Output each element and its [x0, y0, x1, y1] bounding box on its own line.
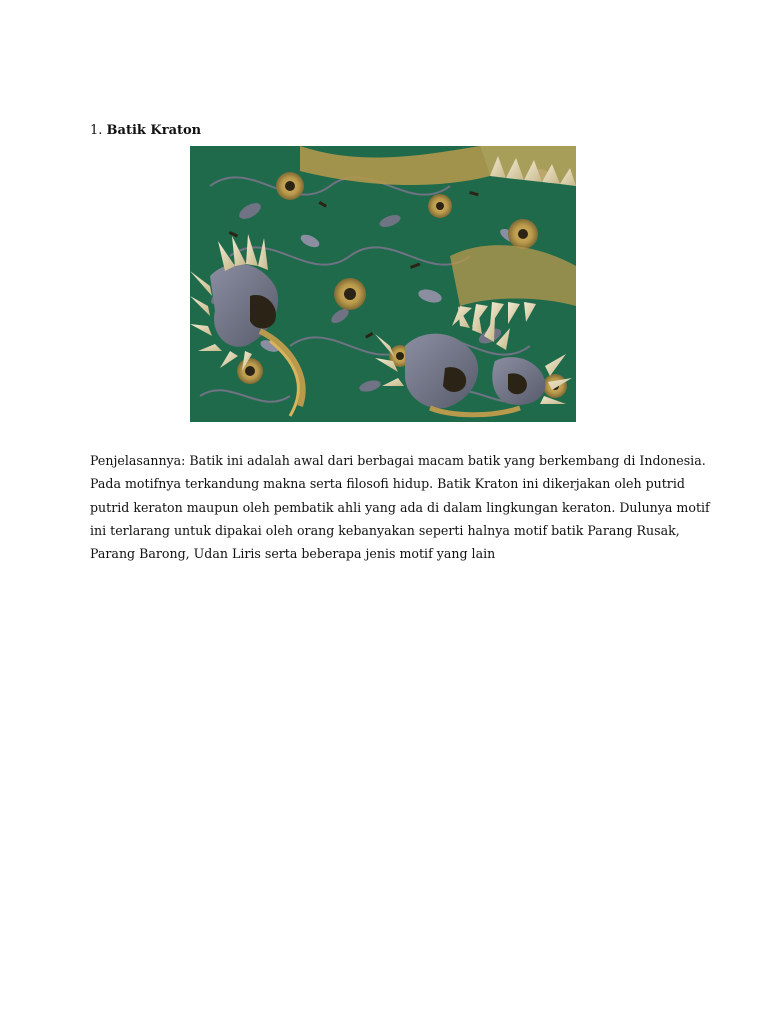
batik-kraton-image: [190, 146, 576, 422]
paragraph-line: Penjelasannya: Batik ini adalah awal dari berbagai macam batik yang berkembang di Indonesia.: [90, 453, 706, 468]
description-paragraph: [90, 449, 710, 565]
batik-pattern-illustration: [190, 146, 576, 422]
section-title: Batik Kraton: [106, 123, 202, 138]
section-number: 1.: [90, 123, 103, 138]
paragraph-line: ini terlarang untuk dipakai oleh orang kebanyakan seperti halnya motif batik Parang Rusak,: [90, 522, 680, 538]
paragraph-line: Pada motifnya terkandung makna serta filosofi hidup. Batik Kraton ini dikerjakan oleh putrid: [90, 476, 685, 492]
paragraph-line: Parang Barong, Udan Liris serta beberapa jenis motif yang lain: [90, 546, 496, 562]
section-heading: [90, 123, 201, 139]
paragraph-line: putrid keraton maupun oleh pembatik ahli yang ada di dalam lingkungan keraton. Dulunya motif: [90, 499, 710, 515]
